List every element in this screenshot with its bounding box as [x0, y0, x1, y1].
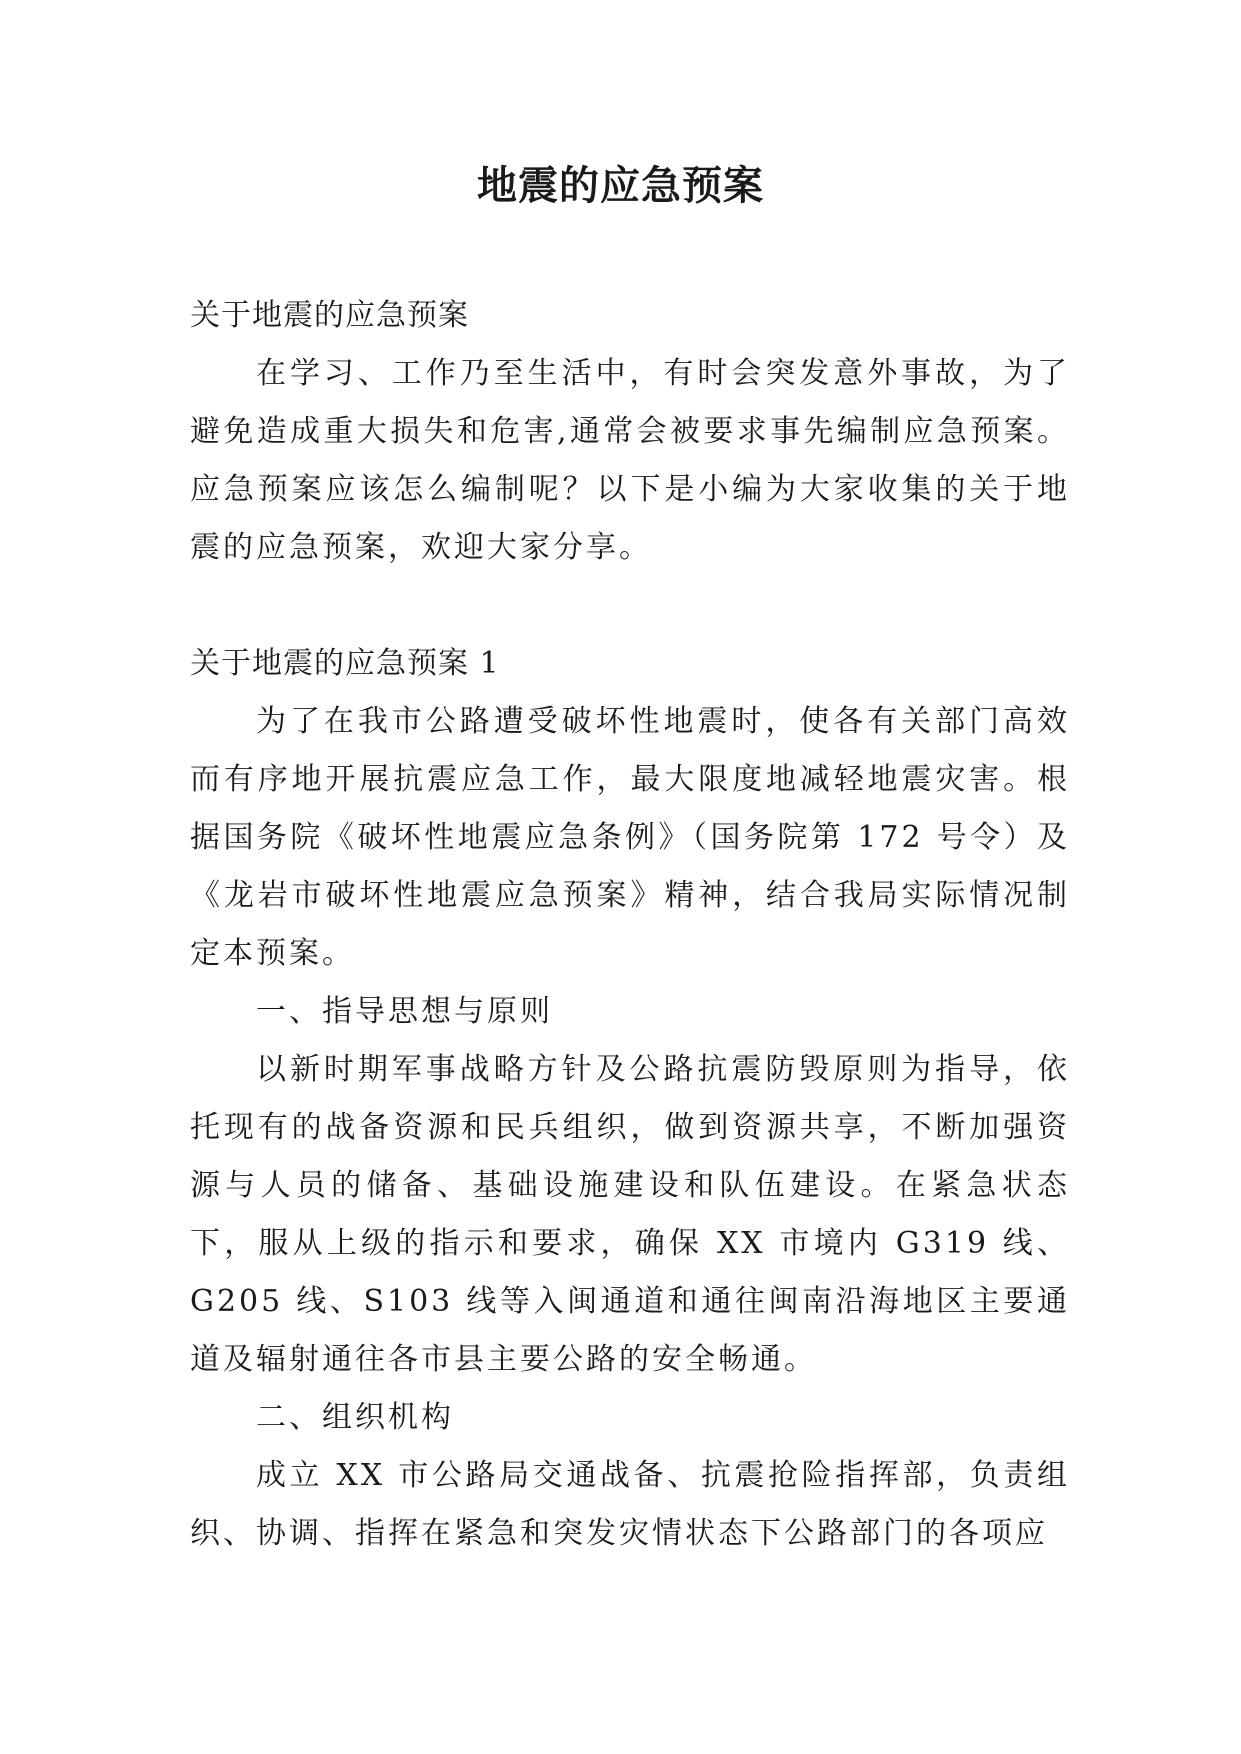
organization-paragraph: 成立 XX 市公路局交通战备、抗震抢险指挥部，负责组织、协调、指挥在紧急和突发灾情状态下公路部门的各项应 [190, 1458, 1070, 1551]
guiding-principles-paragraph: 以新时期军事战略方针及公路抗震防毁原则为指导，依托现有的战备资源和民兵组织，做到资源共享，不断加强资源与人员的储备、基础设施建设和队伍建设。在紧急状态下，服从上级的指示和要求，确保 XX 市境内 G319 线、G205 线、S103 线等入闽通道和通往闽南沿海地区主要通道及辐射通往各市县主要公路的安全畅通。 [190, 1052, 1070, 1377]
organization-heading: 二、组织机构 [256, 1400, 454, 1435]
intro-paragraph: 在学习、工作乃至生活中，有时会突发意外事故，为了避免造成重大损失和危害,通常会被要求事先编制应急预案。应急预案应该怎么编制呢？以下是小编为大家收集的关于地震的应急预案，欢迎大家分享。 [190, 356, 1070, 565]
intro-heading: 关于地震的应急预案 [190, 298, 469, 333]
document-title: 地震的应急预案 [477, 162, 764, 209]
document-body [190, 287, 1070, 1563]
section1-paragraph: 为了在我市公路遭受破坏性地震时，使各有关部门高效而有序地开展抗震应急工作，最大限度地减轻地震灾害。根据国务院《破坏性地震应急条例》（国务院第 172 号令）及《龙岩市破坏性地震应急预案》精神，结合我局实际情况制定本预案。 [190, 704, 1070, 971]
section-spacer [190, 577, 1070, 635]
guiding-principles-heading: 一、指导思想与原则 [256, 994, 553, 1029]
section1-heading: 关于地震的应急预案 1 [190, 646, 500, 681]
